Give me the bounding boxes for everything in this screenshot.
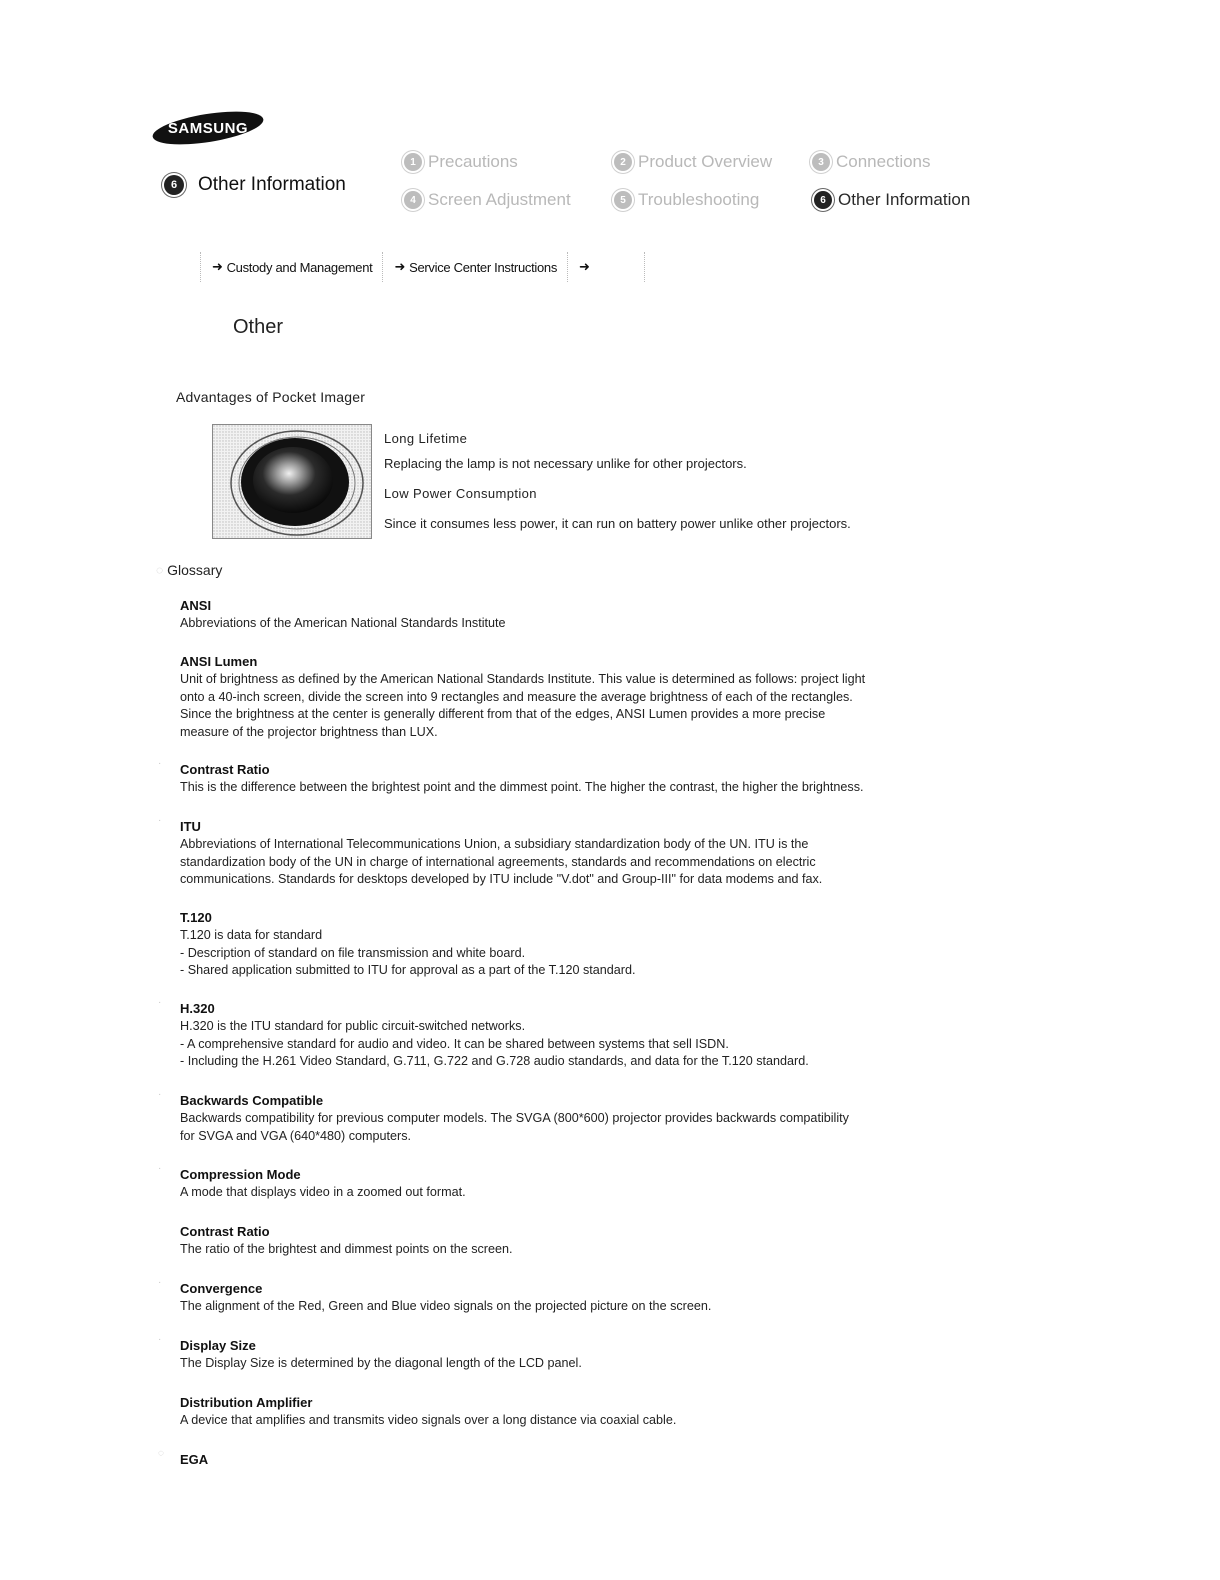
glossary-entry-itu: [158, 815, 980, 889]
advantages-title: Advantages of Pocket Imager: [176, 389, 366, 405]
glossary-entry-convergence: [158, 1277, 980, 1316]
term: Contrast Ratio: [180, 762, 270, 777]
definition-line: - Shared application submitted to ITU for approval as a part of the T.120 standard.: [180, 963, 636, 977]
marker-icon: ·: [158, 1277, 162, 1288]
nav-label: Connections: [836, 152, 931, 171]
section-number-icon: 6: [164, 175, 184, 195]
marker-icon: ·: [158, 1089, 162, 1100]
term: H.320: [180, 1001, 215, 1016]
divider: [644, 252, 646, 282]
marker-icon: ·: [158, 815, 162, 826]
nav-screen-adjustment[interactable]: [404, 190, 571, 210]
nav-label: Precautions: [428, 152, 518, 171]
glossary-entry-ega: [158, 1448, 980, 1469]
term: Backwards Compatible: [180, 1093, 324, 1108]
term: Display Size: [180, 1338, 256, 1353]
definition-line: measure of the projector brightness than LUX.: [180, 724, 438, 739]
term: Convergence: [180, 1281, 263, 1296]
glossary-title: [156, 562, 222, 578]
advantage-text: Since it consumes less power, it can run on battery power unlike other projectors.: [384, 516, 851, 531]
sub-navigation: [196, 252, 650, 282]
svg-text:SAMSUNG: SAMSUNG: [167, 120, 249, 137]
definition-line: Unit of brightness as defined by the American National Standards Institute. This value is determined as follows: project light: [180, 672, 866, 686]
definition-line: communications. Standards for desktops developed by ITU include "V.dot" and Group-III" for data modems and fax.: [180, 872, 823, 886]
marker-icon: ·: [158, 997, 162, 1008]
glossary-entry-h320: [158, 997, 980, 1071]
arrow-right-icon: ➜: [394, 259, 406, 274]
glossary-entry-contrast-ratio-2: [180, 1224, 980, 1259]
definition-line: - Including the H.261 Video Standard, G.711, G.722 and G.728 audio standards, and data for the T.120 standard.: [180, 1054, 809, 1068]
definition-line: standardization body of the UN in charge of international agreements, standards and recommendations on electric: [180, 854, 816, 869]
glossary-entry-distribution-amplifier: [180, 1395, 980, 1430]
definition-line: A mode that displays video in a zoomed out format.: [180, 1185, 466, 1199]
subnav-label: Service Center Instructions: [409, 259, 558, 275]
bullet-icon: ◌: [156, 563, 164, 577]
number-6-icon: 6: [814, 191, 832, 209]
divider: [382, 252, 384, 282]
nav-troubleshooting[interactable]: [614, 190, 759, 210]
marker-icon: ·: [158, 758, 162, 769]
nav-connections[interactable]: [812, 152, 931, 172]
glossary-entry-ansi-lumen: [180, 654, 980, 741]
projector-lens-image: [212, 424, 372, 539]
term: ITU: [180, 819, 201, 834]
arrow-right-icon: ➜: [579, 259, 590, 274]
definition-line: onto a 40-inch screen, divide the screen into 9 rectangles and measure the average brightness of each of the rectangles.: [180, 689, 853, 704]
glossary-entry-backwards-compatible: [158, 1089, 980, 1145]
divider: [200, 252, 202, 282]
definition-line: H.320 is the ITU standard for public circuit-switched networks.: [180, 1019, 526, 1033]
advantage-heading: Long Lifetime: [384, 431, 468, 446]
glossary-entry-contrast-ratio: [158, 758, 980, 797]
definition-line: The alignment of the Red, Green and Blue video signals on the projected picture on the screen.: [180, 1299, 712, 1313]
number-2-icon: 2: [614, 153, 632, 171]
marker-icon: ·: [158, 1163, 162, 1174]
definition-line: A device that amplifies and transmits video signals over a long distance via coaxial cable.: [180, 1413, 677, 1427]
advantage-heading: Low Power Consumption: [384, 486, 537, 501]
term: Contrast Ratio: [180, 1224, 270, 1239]
term: Distribution Amplifier: [180, 1395, 313, 1410]
number-1-icon: 1: [404, 153, 422, 171]
nav-precautions[interactable]: [404, 152, 518, 172]
subnav-custody-and-management[interactable]: [212, 259, 372, 275]
arrow-right-icon: ➜: [212, 259, 223, 274]
subnav-service-center-instructions[interactable]: [394, 259, 557, 275]
term: ANSI: [180, 598, 212, 613]
term: EGA: [180, 1452, 209, 1467]
definition-line: This is the difference between the brightest point and the dimmest point. The higher the contrast, the higher the brightness.: [180, 780, 864, 794]
definition-line: - A comprehensive standard for audio and video. It can be shared between systems that sell ISDN.: [180, 1036, 729, 1051]
samsung-logo: [150, 108, 266, 148]
subnav-label: Custody and Management: [226, 259, 373, 275]
definition-line: Since the brightness at the center is generally different from that of the edges, ANSI Lumen provides a more precise: [180, 707, 826, 721]
definition-line: - Description of standard on file transmission and white board.: [180, 945, 526, 960]
glossary-title-text: Glossary: [167, 562, 223, 578]
definition-line: Abbreviations of International Telecommunications Union, a subsidiary standardization body of the UN. ITU is the: [180, 837, 809, 851]
definition-line: The ratio of the brightest and dimmest points on the screen.: [180, 1242, 513, 1256]
number-3-icon: 3: [812, 153, 830, 171]
definition-line: for SVGA and VGA (640*480) computers.: [180, 1128, 412, 1143]
glossary-entry-t120: [180, 910, 980, 980]
glossary-entry-display-size: [158, 1334, 980, 1373]
page-heading: Other: [233, 316, 284, 338]
section-title: Other Information: [198, 174, 346, 195]
glossary-entry-ansi: [180, 598, 980, 633]
marker-icon: ·: [158, 1334, 162, 1345]
subnav-other[interactable]: [579, 259, 634, 275]
nav-label: Troubleshooting: [638, 190, 760, 209]
term: ANSI Lumen: [180, 654, 258, 669]
definition-line: T.120 is data for standard: [180, 928, 323, 942]
nav-product-overview[interactable]: [614, 152, 772, 172]
nav-label: Other Information: [838, 190, 971, 209]
marker-icon: ◌: [158, 1448, 164, 1459]
term: T.120: [180, 910, 212, 925]
glossary-entry-compression-mode: [158, 1163, 980, 1202]
definition-line: Backwards compatibility for previous computer models. The SVGA (800*600) projector provides backwards compatibility: [180, 1111, 849, 1125]
section-header: [164, 174, 346, 196]
number-5-icon: 5: [614, 191, 632, 209]
nav-label: Screen Adjustment: [428, 190, 571, 209]
definition-line: The Display Size is determined by the diagonal length of the LCD panel.: [180, 1356, 582, 1370]
term: Compression Mode: [180, 1167, 301, 1182]
nav-other-information[interactable]: [814, 190, 970, 210]
definition-line: Abbreviations of the American National Standards Institute: [180, 616, 506, 630]
advantage-text: Replacing the lamp is not necessary unlike for other projectors.: [384, 456, 747, 471]
nav-label: Product Overview: [638, 152, 773, 171]
divider: [567, 252, 569, 282]
number-4-icon: 4: [404, 191, 422, 209]
